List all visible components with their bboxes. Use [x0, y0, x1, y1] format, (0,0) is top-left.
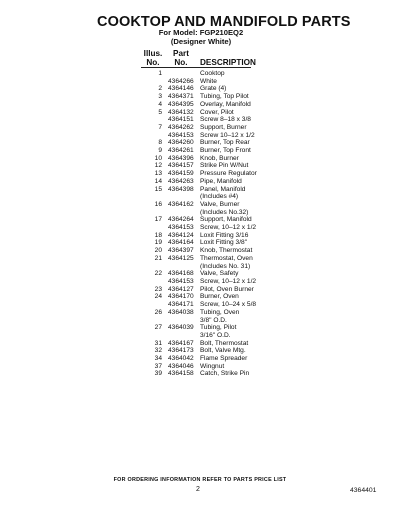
illus-number: 24 — [154, 293, 162, 301]
part-description: Thermostat, Oven — [200, 254, 253, 262]
parts-row — [140, 355, 290, 363]
parts-row — [140, 216, 290, 224]
parts-row — [140, 347, 290, 355]
parts-row — [140, 247, 290, 255]
parts-row — [140, 170, 290, 178]
part-number: 4364042 — [168, 355, 194, 363]
part-description: Knob, Burner — [200, 154, 239, 162]
illus-number: 14 — [154, 177, 162, 185]
illus-number: 39 — [154, 370, 162, 378]
parts-row — [140, 332, 290, 340]
illus-number: 2 — [158, 85, 162, 93]
parts-row — [140, 363, 290, 371]
part-number: 4364171 — [168, 301, 194, 309]
illus-number: 15 — [154, 185, 162, 193]
part-description: Overlay, Manifold — [200, 100, 251, 108]
illus-number: 27 — [154, 324, 162, 332]
part-number: 4364158 — [168, 370, 194, 378]
model-block — [146, 29, 256, 46]
part-number: 4364168 — [168, 270, 194, 278]
illus-number — [140, 278, 168, 286]
part-number: 4364153 — [168, 224, 194, 232]
illus-number: 37 — [154, 362, 162, 370]
part-description: Screw, 10–12 x 1/2 — [200, 224, 257, 232]
parts-row — [140, 324, 290, 332]
part-number: 4364264 — [168, 216, 194, 224]
illus-number — [140, 332, 168, 340]
part-description: White — [200, 77, 217, 85]
parts-row — [140, 147, 290, 155]
parts-row — [140, 239, 290, 247]
parts-row — [140, 85, 290, 93]
parts-row — [140, 186, 290, 194]
illus-number: 13 — [154, 170, 162, 178]
parts-row — [140, 178, 290, 186]
part-number — [168, 317, 200, 325]
part-description: Tubing, Top Pilot — [200, 93, 249, 101]
part-number: 4364173 — [168, 347, 194, 355]
part-number: 4364260 — [168, 139, 194, 147]
part-description: Flame Spreader — [200, 355, 248, 363]
part-description: Support, Burner — [200, 123, 247, 131]
page-number: 2 — [196, 486, 200, 493]
illus-number: 32 — [154, 347, 162, 355]
part-description: 3/16" O.D. — [200, 331, 231, 339]
description-header: DESCRIPTION — [200, 58, 256, 67]
illus-number: 10 — [154, 154, 162, 162]
parts-row — [140, 139, 290, 147]
part-number: 4364157 — [168, 162, 194, 170]
illus-number — [140, 317, 168, 325]
part-description: (Includes #4) — [200, 193, 239, 201]
part-number: 4364038 — [168, 308, 194, 316]
part-description: Cover, Pilot — [200, 108, 234, 116]
parts-row — [140, 155, 290, 163]
illus-number: 34 — [154, 355, 162, 363]
illus-number: 17 — [154, 216, 162, 224]
parts-row — [140, 109, 290, 117]
illus-number — [140, 193, 168, 201]
illus-number: 20 — [154, 247, 162, 255]
part-number — [168, 263, 200, 271]
part-header-line2: No. — [174, 58, 188, 67]
part-number: 4364395 — [168, 100, 194, 108]
illus-number — [140, 78, 168, 86]
parts-row — [140, 78, 290, 86]
parts-row — [140, 301, 290, 309]
part-number: 4364167 — [168, 339, 194, 347]
illus-no-header — [140, 49, 166, 67]
illus-header-line2: No. — [146, 58, 160, 67]
illus-number: 9 — [158, 147, 162, 155]
part-number: 4364125 — [168, 254, 194, 262]
part-number — [168, 332, 200, 340]
part-description: Tubing, Pilot — [200, 324, 237, 332]
part-number — [168, 193, 200, 201]
illus-number: 1 — [158, 70, 162, 77]
part-description: Support, Manifold — [200, 216, 252, 224]
header-rule — [141, 67, 251, 68]
parts-row — [140, 93, 290, 101]
part-description: Strike Pin W/Nut — [200, 162, 249, 170]
part-description: Screw, 10–24 x 5/8 — [200, 301, 257, 309]
parts-row — [140, 255, 290, 263]
part-number: 4364397 — [168, 247, 194, 255]
part-number: 4364371 — [168, 93, 194, 101]
document-number: 4364401 — [350, 487, 377, 494]
parts-row — [140, 278, 290, 286]
part-description: Bolt, Valve Mtg. — [200, 347, 246, 355]
part-number — [168, 70, 200, 78]
part-description: Pressure Regulator — [200, 170, 257, 178]
illus-number: 16 — [154, 200, 162, 208]
part-description: Cooktop — [200, 70, 225, 77]
parts-row — [140, 116, 290, 124]
part-description: Valve, Burner — [200, 200, 240, 208]
part-description: Loxit Fitting 3/8" — [200, 239, 248, 247]
model-variant: (Designer White) — [170, 36, 232, 46]
part-number: 4364266 — [168, 77, 194, 85]
part-description: Wingnut — [200, 362, 225, 370]
part-header-line1: Part — [173, 49, 189, 58]
illus-number — [140, 209, 168, 217]
part-number: 4364127 — [168, 285, 194, 293]
illus-number — [140, 301, 168, 309]
illus-number — [140, 224, 168, 232]
part-description: Loxit Fitting 3/16 — [200, 231, 249, 239]
parts-row — [140, 209, 290, 217]
part-description: Panel, Manifold — [200, 185, 246, 193]
part-no-header — [170, 49, 192, 67]
illus-header-line1: Illus. — [143, 49, 163, 58]
illus-number: 19 — [154, 239, 162, 247]
parts-row — [140, 132, 290, 140]
page-title: COOKTOP AND MANDIFOLD PARTS — [97, 14, 351, 30]
part-number: 4364153 — [168, 277, 194, 285]
parts-row — [140, 101, 290, 109]
illus-number: 12 — [154, 162, 162, 170]
part-description: (Includes No. 31) — [200, 262, 251, 270]
illus-number: 31 — [154, 339, 162, 347]
part-description: Screw 10–12 x 1/2 — [200, 131, 255, 139]
parts-row — [140, 124, 290, 132]
part-description: Burner, Oven — [200, 293, 239, 301]
part-description: Bolt, Thermostat — [200, 339, 249, 347]
part-number: 4364162 — [168, 200, 194, 208]
parts-row — [140, 340, 290, 348]
part-description: (Includes No.32) — [200, 208, 249, 216]
part-number: 4364151 — [168, 116, 194, 124]
part-number: 4364262 — [168, 123, 194, 131]
parts-row — [140, 162, 290, 170]
part-description: Knob, Thermostat — [200, 247, 253, 255]
parts-row — [140, 309, 290, 317]
illus-number: 18 — [154, 231, 162, 239]
part-number — [168, 209, 200, 217]
part-number: 4364261 — [168, 147, 194, 155]
part-number: 4364146 — [168, 85, 194, 93]
part-description: Valve, Safety — [200, 270, 239, 278]
part-description: Screw 8–18 x 3/8 — [200, 116, 251, 124]
part-description: Tubing, Oven — [200, 308, 240, 316]
illus-number: 23 — [154, 285, 162, 293]
illus-number: 3 — [158, 93, 162, 101]
part-description: 3/8" O.D. — [200, 316, 227, 324]
illus-number: 22 — [154, 270, 162, 278]
part-number: 4364124 — [168, 231, 194, 239]
model-number: For Model: FGP210EQ2 — [158, 28, 244, 37]
parts-list — [140, 70, 290, 378]
illus-number: 8 — [158, 139, 162, 147]
parts-row — [140, 317, 290, 325]
illus-number: 7 — [158, 123, 162, 131]
part-number: 4364132 — [168, 108, 194, 116]
part-description: Burner, Top Front — [200, 147, 251, 155]
parts-row — [140, 70, 290, 78]
part-description: Burner, Top Rear — [200, 139, 250, 147]
parts-row — [140, 193, 290, 201]
part-number: 4364046 — [168, 362, 194, 370]
illus-number — [140, 132, 168, 140]
part-description: Catch, Strike Pin — [200, 370, 250, 378]
part-number: 4364153 — [168, 131, 194, 139]
parts-row — [140, 286, 290, 294]
part-number: 4364396 — [168, 154, 194, 162]
part-number: 4364164 — [168, 239, 194, 247]
parts-row — [140, 263, 290, 271]
ordering-footer: FOR ORDERING INFORMATION REFER TO PARTS PRICE LIST — [113, 477, 287, 483]
illus-number: 5 — [158, 108, 162, 116]
parts-row — [140, 201, 290, 209]
part-number: 4364039 — [168, 324, 194, 332]
parts-row — [140, 293, 290, 301]
illus-number: 21 — [154, 254, 162, 262]
illus-number — [140, 116, 168, 124]
part-description: Pipe, Manifold — [200, 177, 242, 185]
part-number: 4364170 — [168, 293, 194, 301]
part-number: 4364159 — [168, 170, 194, 178]
illus-number: 26 — [154, 308, 162, 316]
parts-row — [140, 224, 290, 232]
parts-row — [140, 270, 290, 278]
part-number: 4364398 — [168, 185, 194, 193]
part-description: Grate (4) — [200, 85, 227, 93]
part-description: Screw, 10–12 x 1/2 — [200, 277, 257, 285]
parts-row — [140, 370, 290, 378]
part-number: 4364263 — [168, 177, 194, 185]
illus-number: 4 — [158, 100, 162, 108]
parts-row — [140, 232, 290, 240]
illus-number — [140, 263, 168, 271]
part-description: Pilot, Oven Burner — [200, 285, 254, 293]
